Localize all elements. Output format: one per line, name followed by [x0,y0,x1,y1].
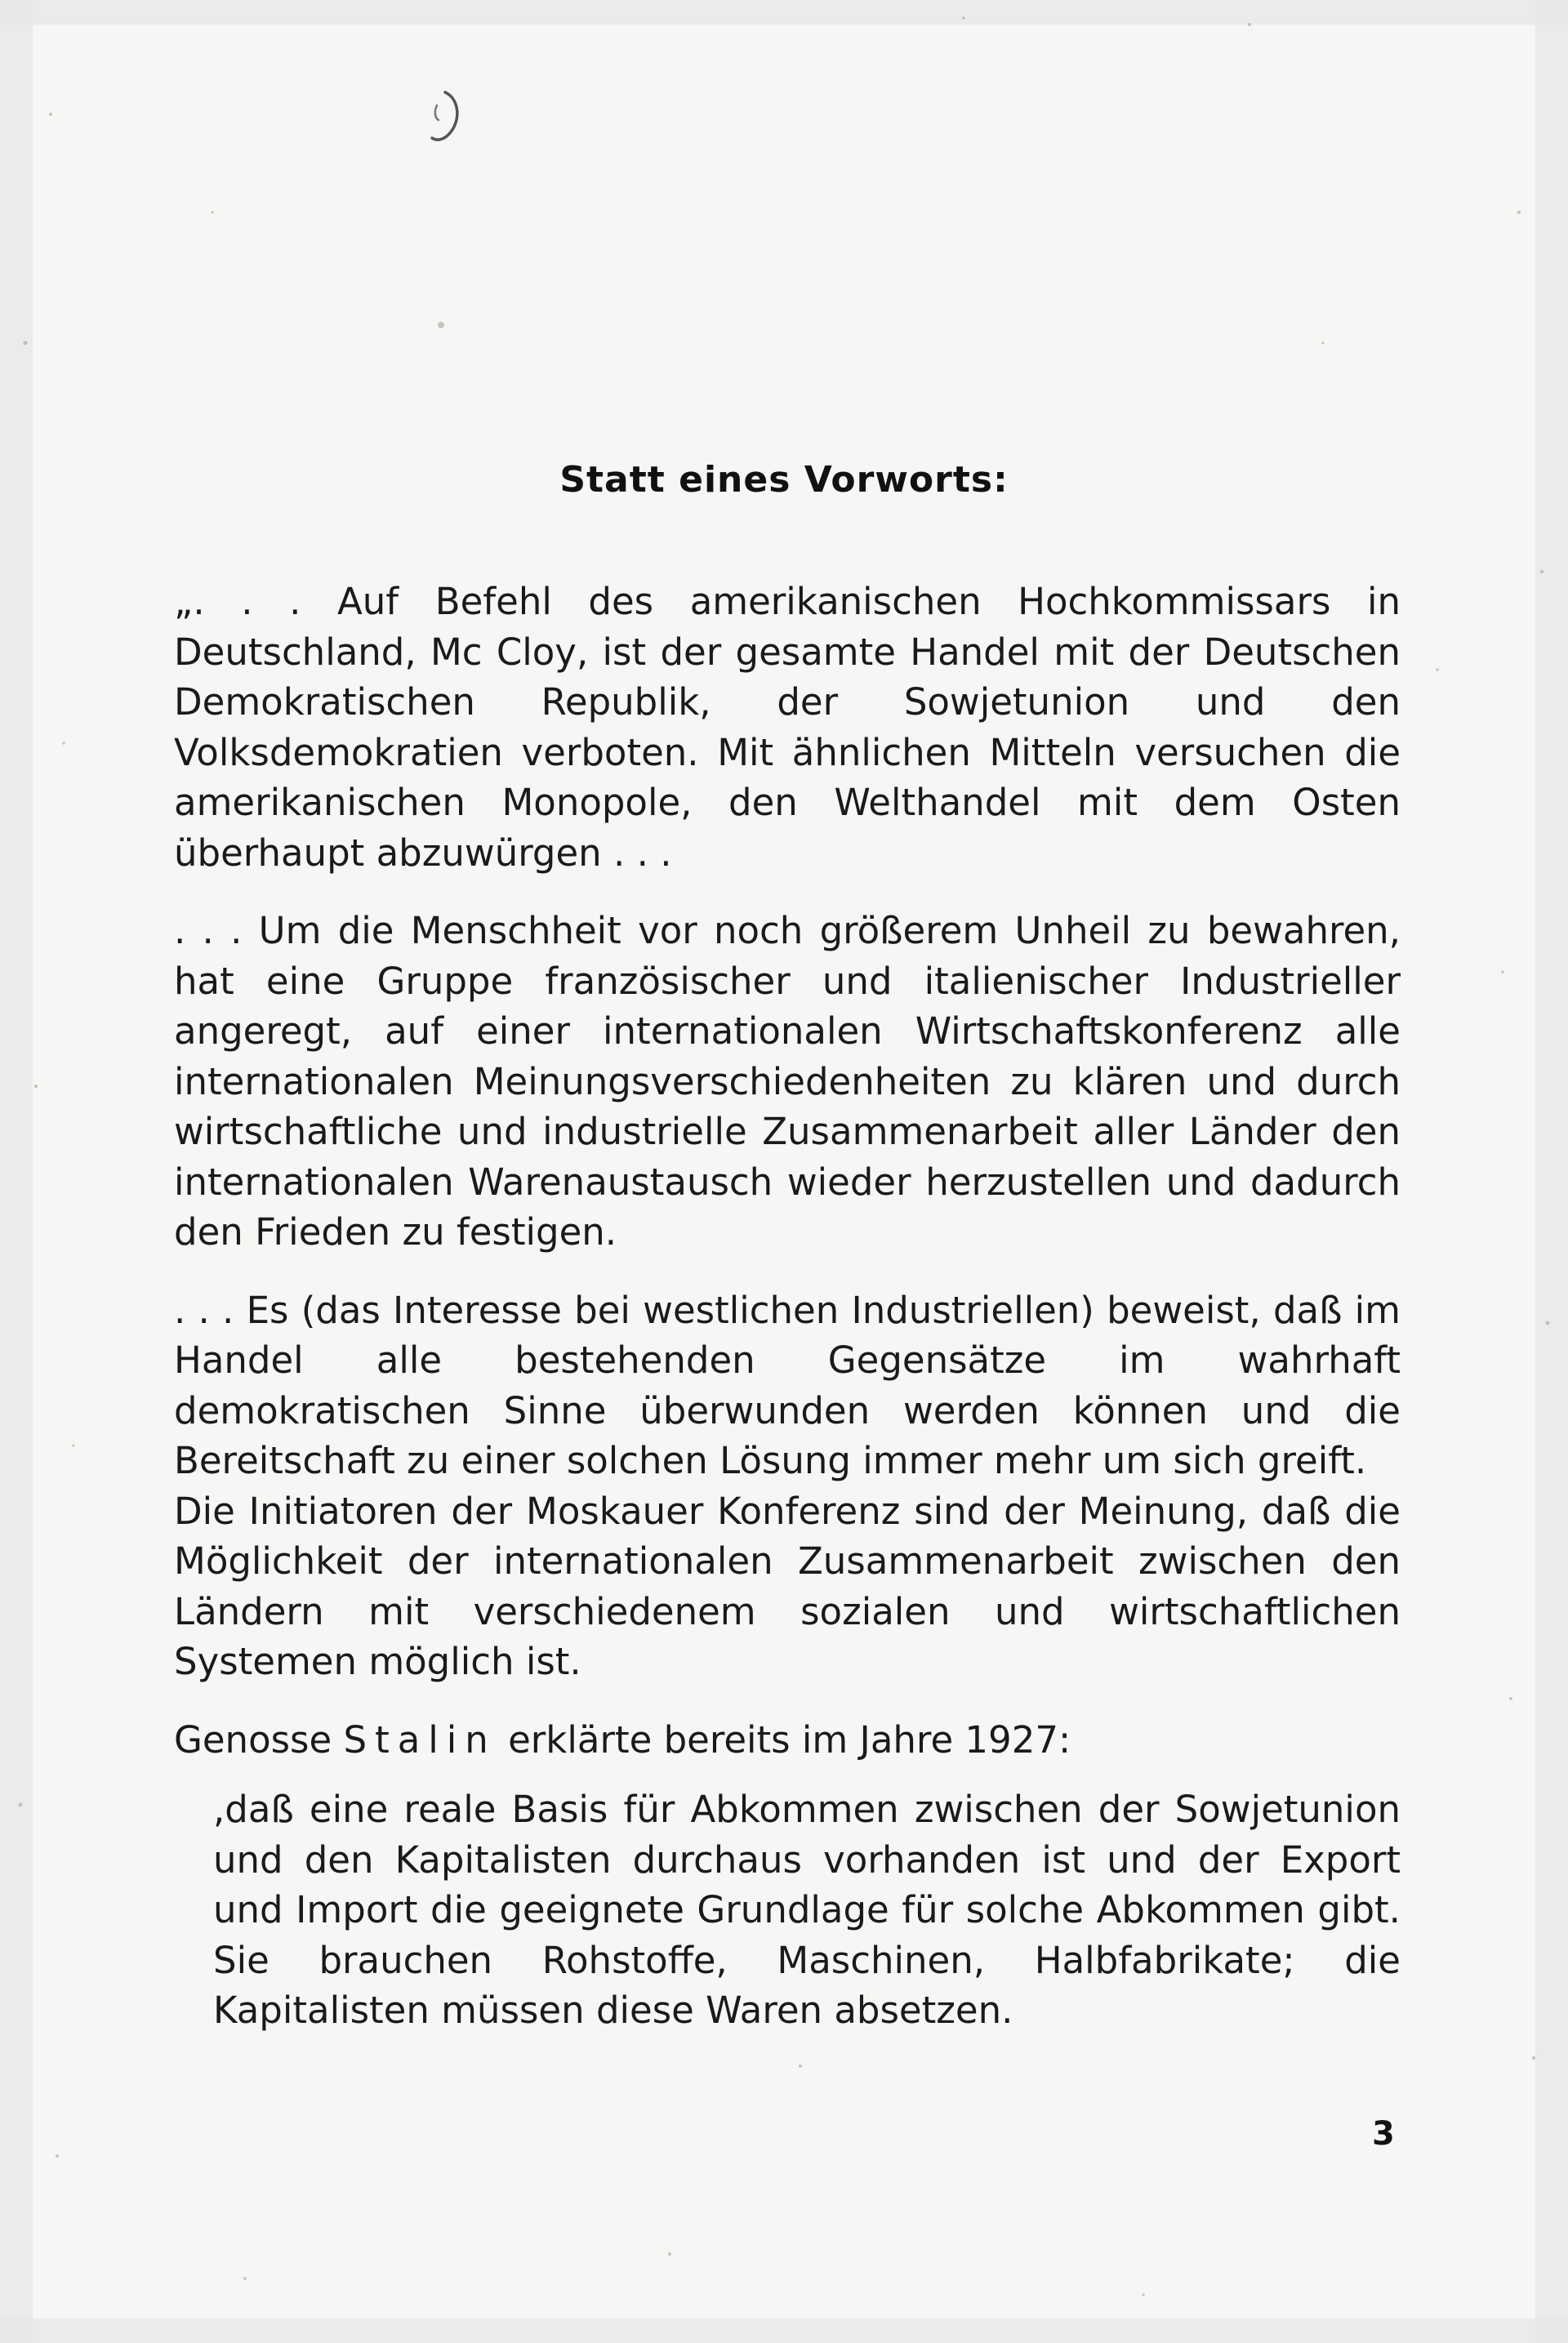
page-number: 3 [1372,2115,1395,2153]
section-heading: Statt eines Vorworts: [559,459,1009,501]
stalin-intro-after: erklärte bereits im Jahre 1927: [496,1717,1071,1762]
paragraph-1: „. . . Auf Befehl des amerikanischen Hochkommissars in Deutschland, Mc Cloy, ist der gesamte Handel mit der Deutschen Demokratischen Republik, der Sowjetunion und den Volksdemokratien verboten. Mit ähnlichen Mitteln versuchen die amerikanischen Monopole, den Welthandel mit dem Osten überhaupt abzuwürgen . . . [174,580,1401,875]
stalin-name: Stalin [343,1717,497,1762]
pencil-mark-icon [421,86,470,151]
paragraph-2: . . . Um die Menschheit vor noch größerem Unheil zu bewahren, hat eine Gruppe französischer und italienischer Industrieller angeregt, auf einer internationalen Wirtschaftskonferenz alle internationalen Meinungsverschiedenheiten zu klären und durch wirtschaftliche und industrielle Zusammenarbeit aller Länder den internationalen Warenaustausch wieder herzustellen und dadurch den Frieden zu festigen. [174,909,1401,1254]
stalin-intro-before: Genosse [174,1717,344,1762]
stalin-quote: ,daß eine reale Basis für Abkommen zwischen der Sowjetunion und den Kapitalisten durchaus vorhanden ist und der Export und Import die geeignete Grundlage für solche Abkommen gibt. Sie brauchen Rohstoffe, Maschinen, Halbfabrikate; die Kapitalisten müssen diese Waren absetzen. [213,1788,1401,2032]
paragraph-3: . . . Es (das Interesse bei westlichen Industriellen) beweist, daß im Handel alle bestehenden Gegensätze im wahrhaft demokratischen Sinne überwunden werden können und die Bereitschaft zu einer solchen Lösung immer mehr um sich greift. [174,1288,1401,1482]
stalin-intro [174,1715,1401,1766]
paragraph-4: Die Initiatoren der Moskauer Konferenz sind der Meinung, daß die Möglichkeit der internationalen Zusammenarbeit zwischen den Ländern mit verschiedenem sozialen und wirtschaftlichen Systemen möglich ist. [174,1489,1401,1683]
document-body [174,577,1401,2036]
